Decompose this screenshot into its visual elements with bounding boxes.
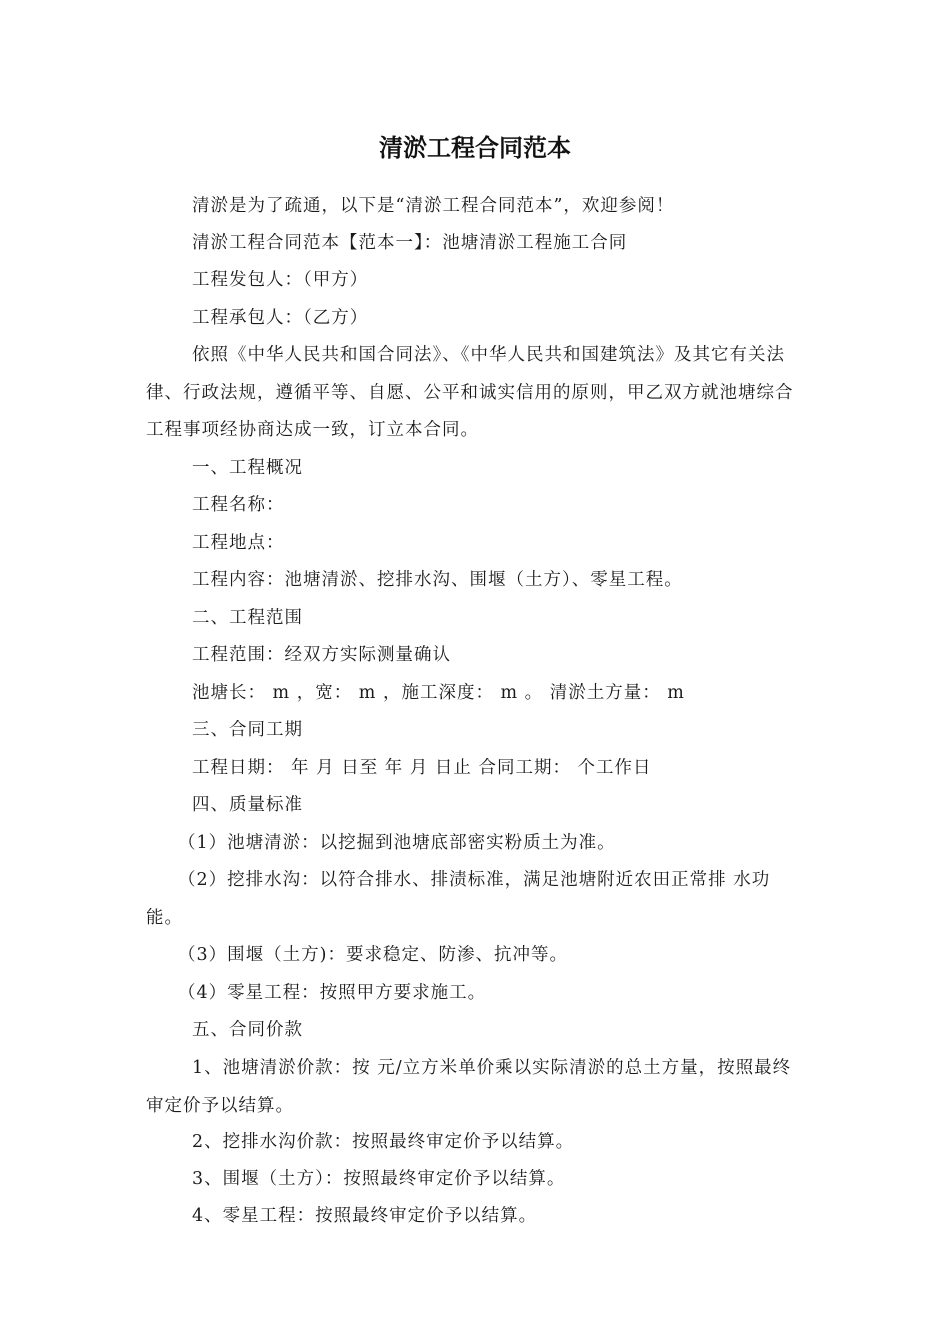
- price-item-1: 1、池塘清淤价款：按 元/立方米单价乘以实际清淤的总土方量，按照最终审定价予以结算。: [146, 1058, 792, 1116]
- price-item-3: 3、围堰（土方）：按照最终审定价予以结算。: [192, 1169, 566, 1189]
- section-heading-duration: 三、合同工期: [192, 720, 303, 740]
- price-item-4: 4、零星工程：按照最终审定价予以结算。: [192, 1206, 538, 1226]
- sample-heading: 清淤工程合同范本【范本一】：池塘清淤工程施工合同: [192, 233, 628, 253]
- intro-paragraph: 清淤是为了疏通，以下是“清淤工程合同范本”，欢迎参阅！: [192, 196, 675, 216]
- project-location-line: 工程地点：: [192, 533, 285, 553]
- scope-line: 工程范围：经双方实际测量确认: [192, 645, 451, 665]
- section-heading-quality: 四、质量标准: [192, 795, 303, 815]
- quality-item-4: （4）零星工程：按照甲方要求施工。: [178, 983, 487, 1003]
- section-heading-price: 五、合同价款: [192, 1020, 303, 1040]
- dimensions-line: 池塘长： m ，宽： m ，施工深度： m 。 清淤土方量： m: [192, 683, 685, 703]
- quality-item-2: （2）挖排水沟：以符合排水、排渍标准，满足池塘附近农田正常排 水功能。: [146, 870, 771, 928]
- quality-item-1: （1）池塘清淤：以挖掘到池塘底部密实粉质土为准。: [178, 833, 616, 853]
- project-content-line: 工程内容：池塘清淤、挖排水沟、围堰（土方）、零星工程。: [192, 570, 683, 590]
- document-title: 清淤工程合同范本: [379, 134, 571, 162]
- duration-line: 工程日期： 年 月 日至 年 月 日止 合同工期： 个工作日: [192, 758, 652, 778]
- price-item-2: 2、挖排水沟价款：按照最终审定价予以结算。: [192, 1132, 575, 1152]
- project-name-line: 工程名称：: [192, 495, 285, 515]
- preamble-paragraph: 依照《中华人民共和国合同法》、《中华人民共和国建筑法》及其它有关法律、行政法规，遵循平等、自愿、公平和诚实信用的原则，甲乙双方就池塘综合工程事项经协商达成一致，订立本合同。: [146, 345, 794, 440]
- quality-item-3: （3）围堰（土方)：要求稳定、防渗、抗冲等。: [178, 945, 568, 965]
- employer-line: 工程发包人：（甲方）: [192, 270, 369, 290]
- contractor-line: 工程承包人：（乙方）: [192, 308, 369, 328]
- section-heading-overview: 一、工程概况: [192, 458, 303, 478]
- section-heading-scope: 二、工程范围: [192, 608, 303, 628]
